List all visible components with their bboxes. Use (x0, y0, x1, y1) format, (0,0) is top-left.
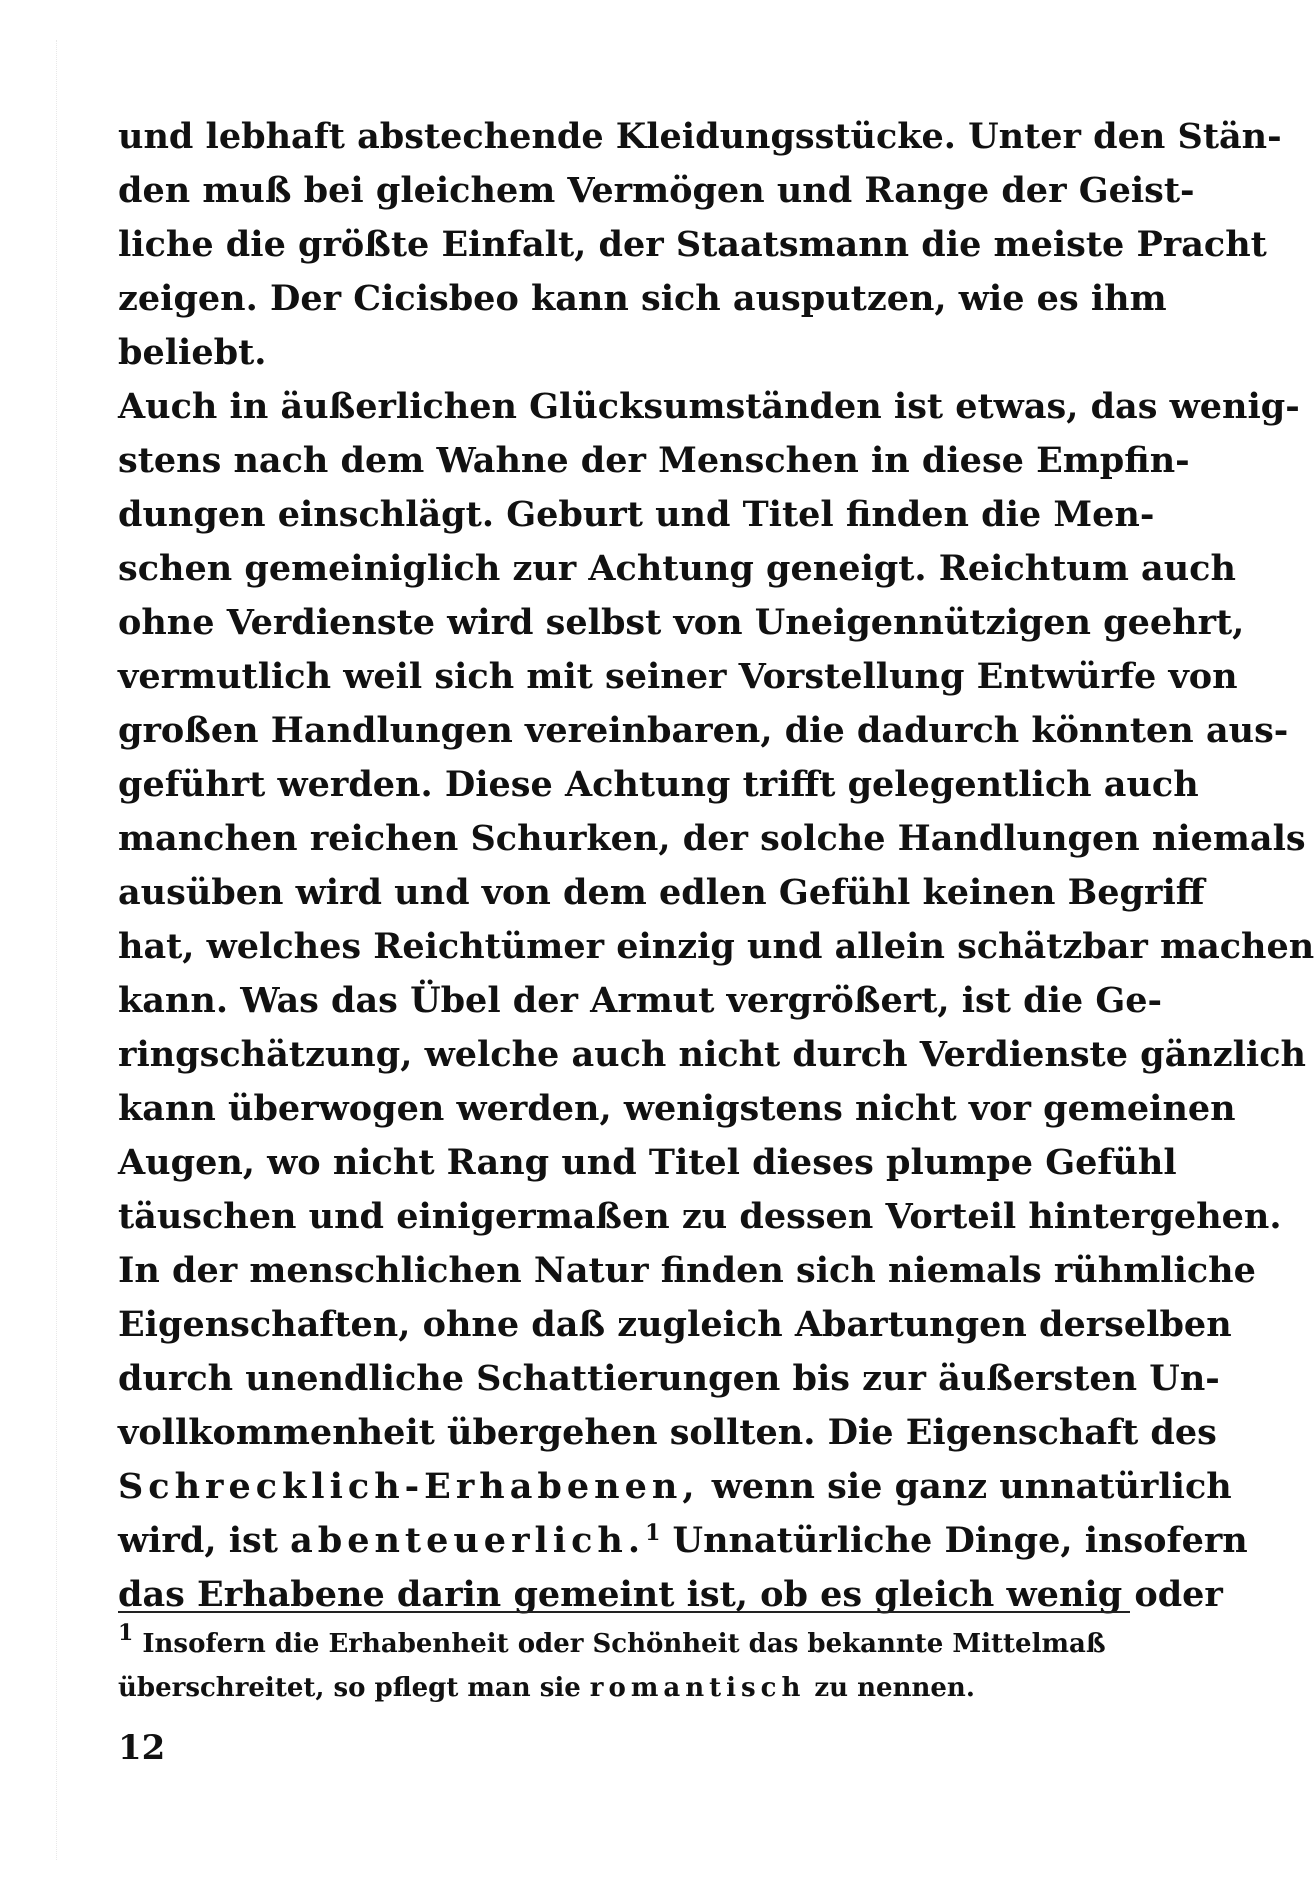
text-line: vollkommenheit übergehen sollten. Die Eigenschaft des (118, 1412, 1217, 1453)
text-line: ringschätzung, welche auch nicht durch Verdienste gänzlich (118, 1034, 1306, 1075)
text-line: manchen reichen Schurken, der solche Handlungen niemals (118, 818, 1306, 859)
text-line: und lebhaft abstechende Kleidungsstücke. Unter den Stän- (118, 116, 1282, 157)
text-segment: zu nennen. (805, 1673, 975, 1703)
text-line: schen gemeiniglich zur Achtung geneigt. Reichtum auch (118, 548, 1236, 589)
text-line: zeigen. Der Cicisbeo kann sich ausputzen, wie es ihm (118, 278, 1167, 319)
footnote-line (118, 1622, 1130, 1666)
footnote-divider (118, 1611, 1130, 1613)
text-line: kann überwogen werden, wenigstens nicht vor gemeinen (118, 1088, 1236, 1129)
text-line: dungen einschlägt. Geburt und Titel finden die Men- (118, 494, 1155, 535)
text-line: vermutlich weil sich mit seiner Vorstellung Entwürfe von (118, 656, 1238, 697)
text-line: Auch in äußerlichen Glücksumständen ist etwas, das wenig- (118, 386, 1300, 427)
text-line: liche die größte Einfalt, der Staatsmann die meiste Pracht (118, 224, 1267, 265)
text-segment: wenn sie ganz unnatürlich (699, 1466, 1232, 1507)
page-edge-shadow (56, 40, 58, 1860)
body-text (118, 110, 1314, 1622)
text-line: kann. Was das Übel der Armut vergrößert, ist die Ge- (118, 980, 1163, 1021)
footnote-reference[interactable]: 1 (645, 1520, 661, 1546)
spaced-emphasis: abenteuerlich. (290, 1520, 646, 1561)
footnote (118, 1622, 1130, 1710)
text-line: ohne Verdienste wird selbst von Uneigennützigen geehrt, (118, 602, 1245, 643)
text-segment: überschreitet, so pflegt man sie (118, 1673, 590, 1703)
text-line: täuschen und einigermaßen zu dessen Vorteil hintergehen. (118, 1196, 1282, 1237)
footnote-marker: 1 (118, 1620, 134, 1646)
text-line: Augen, wo nicht Rang und Titel dieses plumpe Gefühl (118, 1142, 1177, 1183)
text-line: ausüben wird und von dem edlen Gefühl keinen Begriff (118, 872, 1205, 913)
text-segment: Insofern die Erhabenheit oder Schönheit das bekannte Mittelmaß (133, 1629, 1106, 1659)
text-line: den muß bei gleichem Vermögen und Range der Geist- (118, 170, 1195, 211)
text-line: das Erhabene darin gemeint ist, ob es gleich wenig oder (118, 1574, 1223, 1615)
spaced-emphasis: Schrecklich-Erhabenen, (118, 1466, 700, 1507)
text-line: großen Handlungen vereinbaren, die dadurch könnten aus- (118, 710, 1289, 751)
text-segment: wird, ist (118, 1520, 291, 1561)
text-line: stens nach dem Wahne der Menschen in diese Empfin- (118, 440, 1190, 481)
text-line: beliebt. (118, 332, 267, 373)
text-line: Eigenschaften, ohne daß zugleich Abartungen derselben (118, 1304, 1232, 1345)
page-number: 12 (118, 1728, 166, 1768)
spaced-emphasis: romantisch (589, 1673, 806, 1703)
text-line: durch unendliche Schattierungen bis zur äußersten Un- (118, 1358, 1220, 1399)
text-line: In der menschlichen Natur finden sich niemals rühmliche (118, 1250, 1256, 1291)
text-segment: Unnatürliche Dinge, insofern (660, 1520, 1248, 1561)
footnote-line (118, 1666, 1130, 1710)
text-line: geführt werden. Diese Achtung trifft gelegentlich auch (118, 764, 1199, 805)
text-line (118, 1514, 1248, 1568)
text-line: hat, welches Reichtümer einzig und allein schätzbar machen (118, 926, 1314, 967)
text-line (118, 1460, 1232, 1514)
